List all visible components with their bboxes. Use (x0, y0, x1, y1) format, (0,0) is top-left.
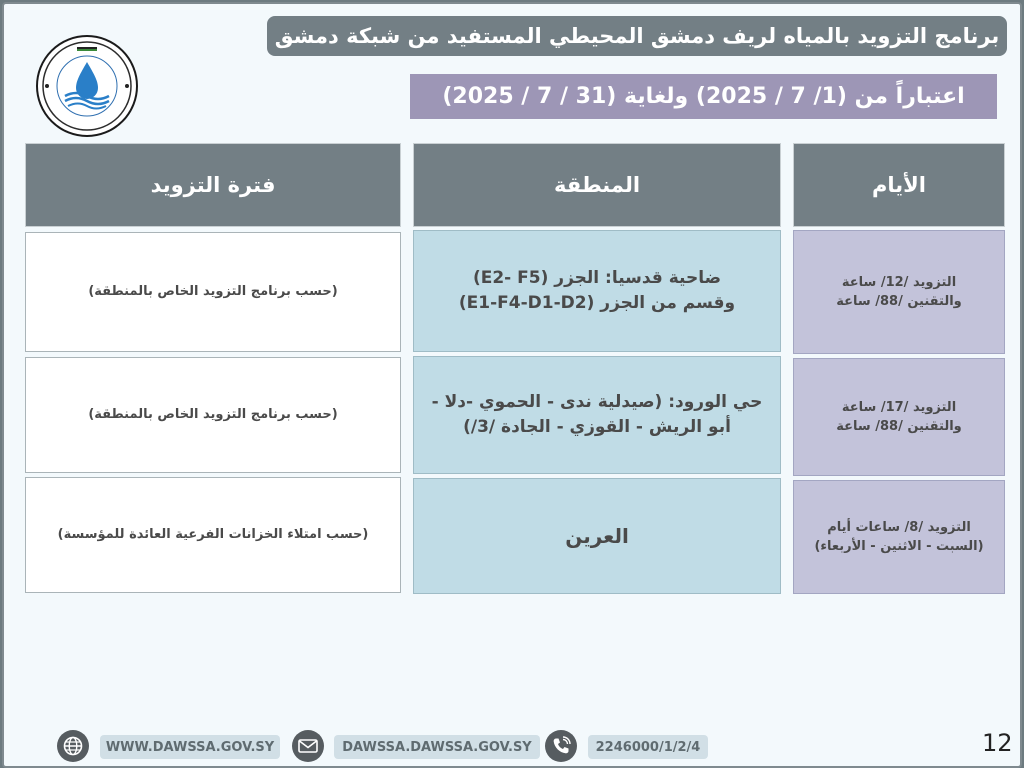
table-row-period: (حسب برنامج التزويد الخاص بالمنطقة) (25, 232, 401, 352)
area-line: وقسم من الجزر (E1-F4-D1-D2) (458, 293, 736, 313)
days-line: التزويد /12/ ساعة (841, 274, 957, 290)
slide-page (2, 2, 1022, 768)
table-row-area (413, 478, 781, 594)
website-link[interactable]: WWW.DAWSSA.GOV.SY (100, 735, 280, 759)
table-row-period: (حسب امتلاء الخزانات الفرعية العائدة للمؤسسة) (25, 477, 401, 593)
table-row-area (413, 356, 781, 474)
table-row-days (793, 358, 1005, 476)
table-row-days (793, 480, 1005, 594)
days-line: التزويد /17/ ساعة (841, 399, 957, 415)
days-line: والتقنين /88/ ساعة (836, 294, 962, 309)
days-line: (السبت - الاثنين - الأربعاء) (814, 539, 984, 554)
area-line: أبو الريش - القوزي - الجادة /3/) (463, 417, 731, 437)
page-title: برنامج التزويد بالمياه لريف دمشق المحيطي المستفيد من شبكة دمشق (267, 16, 1007, 56)
water-drop-logo (35, 34, 139, 138)
email-link[interactable]: DAWSSA.DAWSSA.GOV.SY (334, 735, 540, 759)
column-header-area: المنطقة (413, 143, 781, 227)
mail-icon (292, 730, 324, 762)
date-range-banner: اعتباراً من (1/ 7 / 2025) ولغاية (31 / 7 / 2025) (410, 74, 997, 119)
table-row-period: (حسب برنامج التزويد الخاص بالمنطقة) (25, 357, 401, 473)
column-header-period: فترة التزويد (25, 143, 401, 227)
area-line: حي الورود: (صيدلية ندى - الحموي -دلا - (431, 391, 763, 412)
phone-icon (545, 730, 577, 762)
table-row-area (413, 230, 781, 352)
page-number: 12 (982, 729, 1013, 757)
table-row-days (793, 230, 1005, 354)
column-header-days: الأيام (793, 143, 1005, 227)
days-line: والتقنين /88/ ساعة (836, 419, 962, 434)
area-line: ضاحية قدسيا: الجزر (E2- F5) (472, 267, 722, 288)
phone-number[interactable]: 2246000/1/2/4 (588, 735, 708, 759)
globe-icon (57, 730, 89, 762)
days-line: التزويد /8/ ساعات أيام (827, 519, 971, 535)
area-line: العرين (565, 524, 629, 548)
